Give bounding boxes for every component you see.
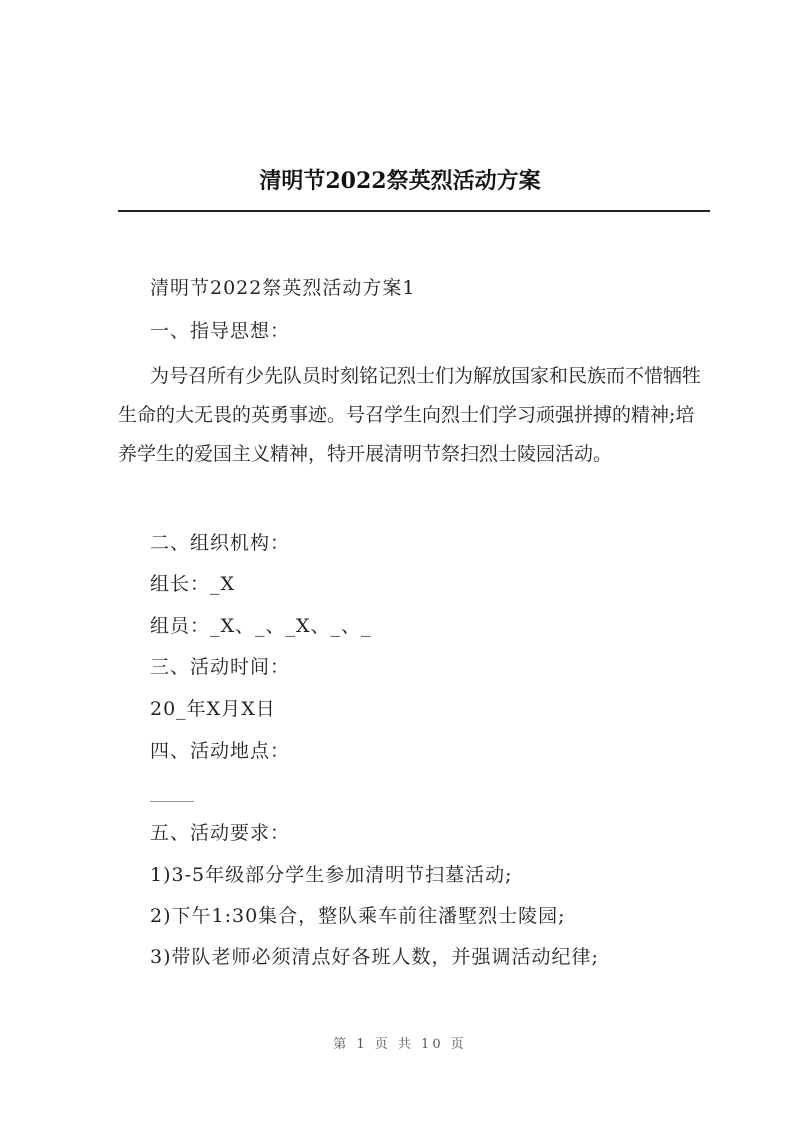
- section-heading-organization: 二、组织机构：: [150, 532, 291, 554]
- page-number-footer: 第 1 页 共 10 页: [333, 1037, 467, 1052]
- guiding-thought-paragraph: [118, 357, 712, 474]
- guiding-thought-text: 为号召所有少先队员时刻铭记烈士们为解放国家和民族而不惜牺牲生命的大无畏的英勇事迹。号召学生向烈士们学习顽强拼搏的精神;培养学生的爱国主义精神，特开展清明节祭扫烈士陵园活动。: [118, 365, 702, 465]
- section-heading-requirements: 五、活动要求：: [150, 822, 291, 844]
- document-subtitle: 清明节2022祭英烈活动方案1: [150, 277, 416, 299]
- location-blank-line: [150, 801, 194, 802]
- members-line: 组员：_X、_、_X、_、_: [150, 615, 372, 637]
- section-heading-location: 四、活动地点：: [150, 740, 291, 762]
- section-heading-time: 三、活动时间：: [150, 656, 291, 678]
- requirement-item: 2)下午1:30集合，整队乘车前往潘墅烈士陵园;: [150, 905, 566, 927]
- section-heading-guiding-thought: 一、指导思想：: [150, 320, 291, 342]
- requirement-item: 1)3-5年级部分学生参加清明节扫墓活动;: [150, 864, 513, 886]
- requirement-item: 3)带队老师必须清点好各班人数，并强调活动纪律;: [150, 946, 599, 968]
- document-title: 清明节2022祭英烈活动方案: [259, 168, 541, 194]
- activity-date: 20_年X月X日: [150, 698, 276, 720]
- title-divider: [118, 210, 710, 212]
- leader-line: 组长：_X: [150, 573, 236, 595]
